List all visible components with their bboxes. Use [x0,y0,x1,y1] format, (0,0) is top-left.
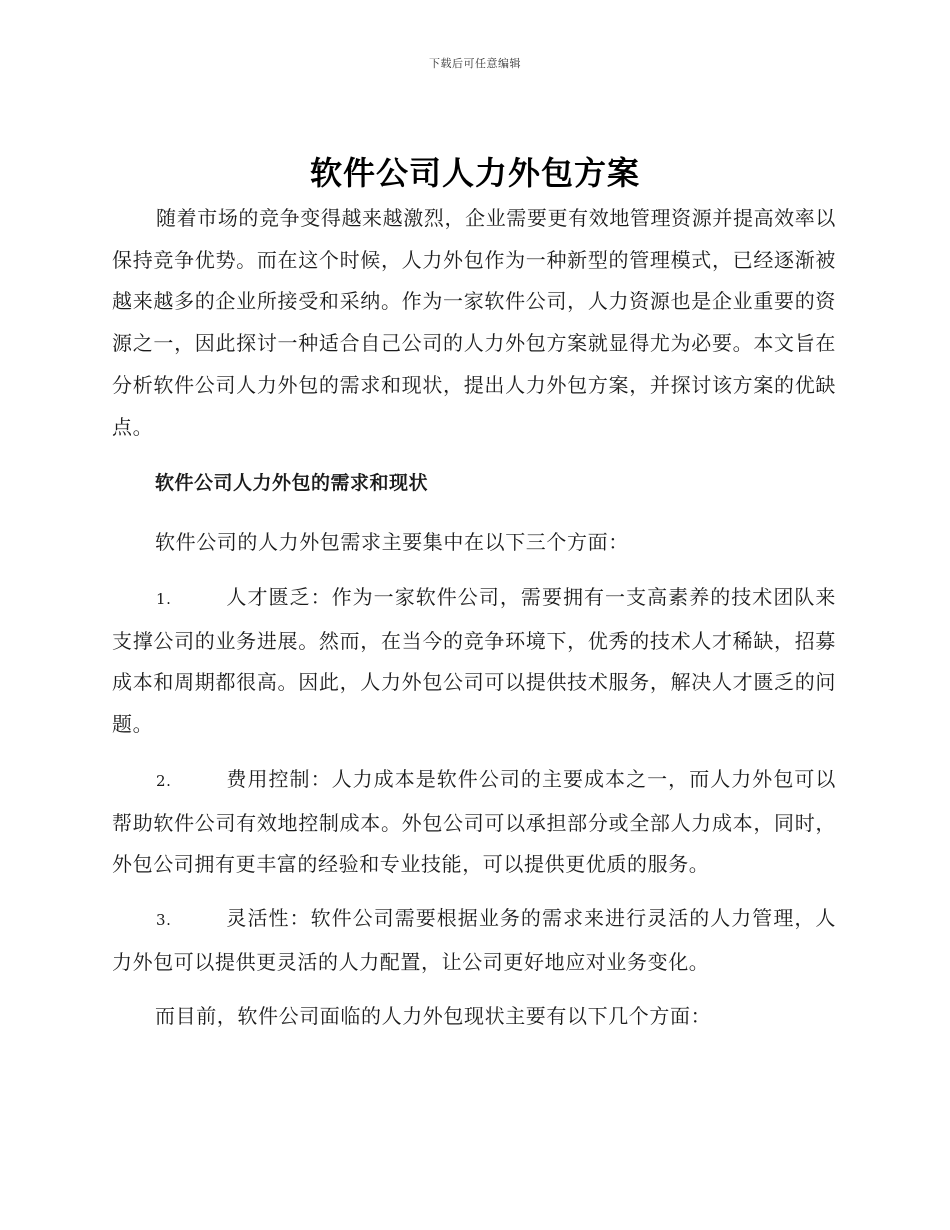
list-item-number: 2. [156,772,172,790]
intro-paragraph: 随着市场的竞争变得越来越激烈，企业需要更有效地管理资源并提高效率以保持竞争优势。而在这个时候，人力外包作为一种新型的管理模式，已经逐渐被越来越多的企业所接受和采纳。作为一家软件公司，人力资源也是企业重要的资源之一，因此探讨一种适合自己公司的人力外包方案就显得尤为必要。本文旨在分析软件公司人力外包的需求和现状，提出人力外包方案，并探讨该方案的优缺点。 [112,206,836,439]
list-item-text: 人才匮乏：作为一家软件公司，需要拥有一支高素养的技术团队来支撑公司的业务进展。然而，在当今的竞争环境下，优秀的技术人才稀缺，招募成本和周期都很高。因此，人力外包公司可以提供技术服务，解决人才匮乏的问题。 [112,585,836,737]
list-item [112,759,836,886]
needs-intro: 软件公司的人力外包需求主要集中在以下三个方面： [155,530,629,554]
list-item-text: 灵活性：软件公司需要根据业务的需求来进行灵活的人力管理，人力外包可以提供更灵活的人力配置，让公司更好地应对业务变化。 [112,906,836,974]
section-heading: 软件公司人力外包的需求和现状 [155,472,429,494]
list-item [112,577,836,746]
list-item [112,898,836,983]
list-item-number: 3. [156,911,172,929]
status-intro: 而目前，软件公司面临的人力外包现状主要有以下几个方面： [155,1004,712,1028]
document-title: 软件公司人力外包方案 [309,154,640,192]
list-item-number: 1. [156,590,172,608]
header-note: 下载后可任意编辑 [429,57,521,70]
list-item-text: 费用控制：人力成本是软件公司的主要成本之一，而人力外包可以帮助软件公司有效地控制成本。外包公司可以承担部分或全部人力成本，同时，外包公司拥有更丰富的经验和专业技能，可以提供更优质的服务。 [112,767,836,877]
